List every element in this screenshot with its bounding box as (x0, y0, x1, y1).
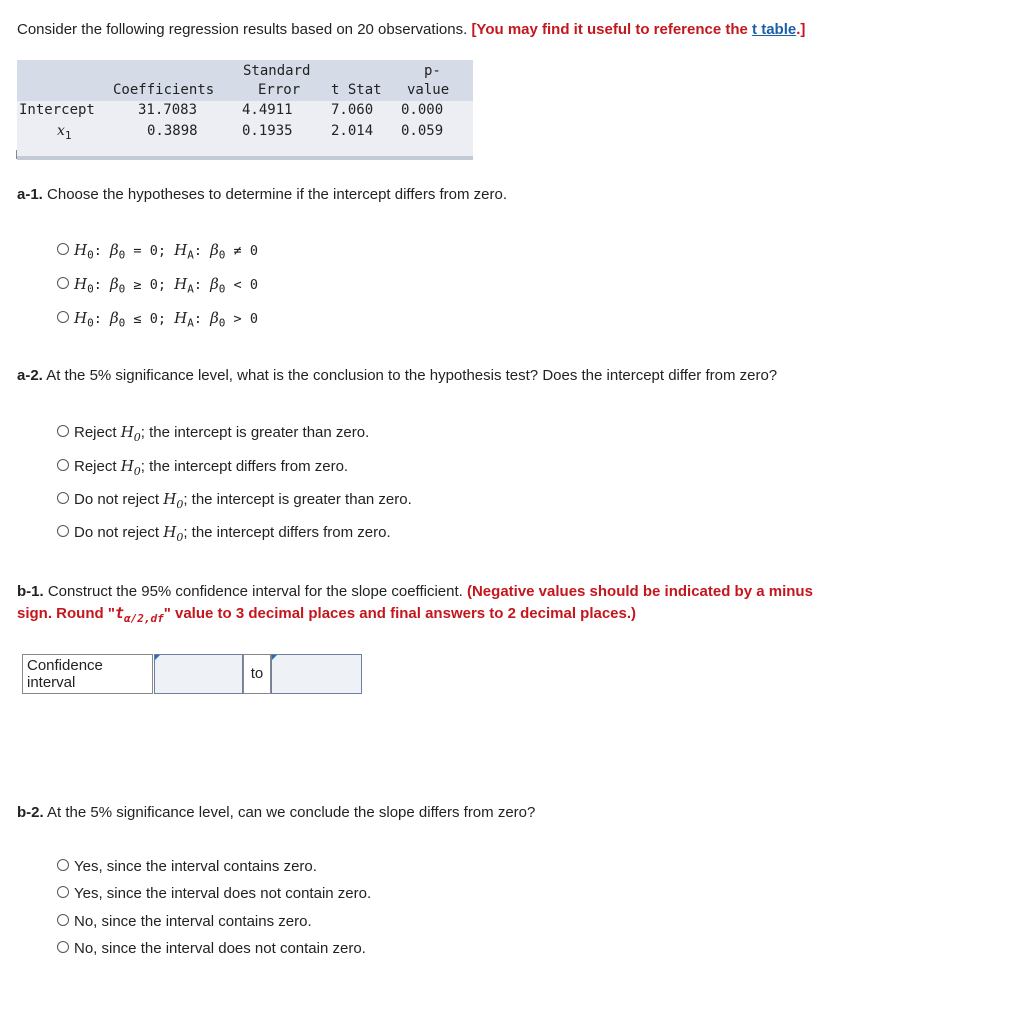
option-label: Yes, since the interval does not contain zero. (74, 885, 372, 902)
h0-value: 0 (149, 277, 158, 293)
beta-subscript: 0 (218, 282, 226, 296)
table-corner-tick (16, 150, 17, 159)
beta-subscript: 0 (118, 316, 126, 330)
option-prefix: Do not reject (74, 491, 164, 508)
beta-symbol: β (210, 275, 219, 293)
table-footer-bar (17, 156, 473, 160)
radio-button[interactable] (57, 941, 69, 953)
beta-symbol: β (109, 241, 119, 259)
radio-button[interactable] (57, 492, 69, 504)
row-x1-t: 2.014 (331, 123, 374, 139)
option-suffix: ; the intercept differs from zero. (183, 524, 391, 541)
option-prefix: Reject (74, 458, 121, 475)
ha-value: 0 (249, 277, 258, 293)
radio-button[interactable] (57, 311, 69, 323)
ci-upper-marker-icon (272, 655, 277, 660)
b1-rounding-note-line2: sign. Round "$t_{\alpha/2,df}$" value to 3 decimal places and final answers to 2 decimal places.) (17, 604, 637, 625)
b1-rounding-note-line1: (Negative values should be indicated by a minus (466, 583, 813, 600)
ha-operator: ≠ (233, 243, 242, 259)
a1-option[interactable]: $H_0$: $\beta_0 \ge 0$; $H_A$: $\beta_0 < 0$ (57, 275, 258, 299)
row-intercept-t: 7.060 (331, 102, 374, 118)
h0-symbol: H (74, 275, 88, 293)
h0-operator: = (133, 243, 142, 259)
option-label: No, since the interval contains zero. (74, 913, 312, 930)
ha-symbol: H (174, 309, 188, 327)
b2-option[interactable] (57, 885, 371, 903)
h0-operator: ≤ (133, 311, 142, 327)
beta-subscript: 0 (118, 248, 126, 262)
option-label: No, since the interval does not contain zero. (74, 940, 366, 957)
beta-subscript: 0 (218, 248, 226, 262)
h0-subscript: 0 (133, 465, 141, 478)
question-b1: b-1. Construct the 95% confidence interval for the slope coefficient. (Negative values should be indicated by a minus (17, 583, 813, 600)
reference-note: [You may find it useful to reference the t table.] (471, 21, 806, 38)
row-intercept-label: Intercept (19, 102, 95, 118)
header-p: p- (424, 63, 441, 79)
h0-value: 0 (149, 243, 158, 259)
a2-option[interactable] (57, 423, 369, 447)
a2-option[interactable] (57, 457, 348, 481)
intro-text: Consider the following regression results based on 20 observations. [You may find it useful to reference the t table.] (17, 21, 806, 38)
ha-symbol: H (174, 241, 188, 259)
h0-subscript: 0 (176, 498, 184, 511)
h0-value: 0 (149, 311, 158, 327)
header-coefficients: Coefficients (113, 82, 215, 98)
h0-subscript: 0 (87, 316, 94, 330)
beta-symbol: β (109, 275, 119, 293)
option-suffix: ; the intercept is greater than zero. (183, 491, 412, 508)
confidence-interval-label: Confidence interval (22, 654, 153, 694)
option-suffix: ; the intercept is greater than zero. (140, 424, 370, 441)
question-b2: b-2. At the 5% significance level, can we conclude the slope differs from zero? (17, 804, 536, 821)
a1-option[interactable]: $H_0$: $\beta_0 \le 0$; $H_A$: $\beta_0 > 0$ (57, 309, 258, 333)
regression-table (17, 60, 473, 160)
question-a2: a-2. At the 5% significance level, what is the conclusion to the hypothesis test? Does the intercept differ from zero? (17, 367, 778, 384)
header-t-stat: t Stat (331, 82, 382, 98)
h0-subscript: 0 (87, 282, 94, 296)
ci-lower-input[interactable] (154, 654, 243, 694)
beta-subscript: 0 (218, 316, 226, 330)
row-intercept-coef: 31.7083 (138, 102, 198, 118)
radio-button[interactable] (57, 243, 69, 255)
radio-button[interactable] (57, 859, 69, 871)
row-intercept-se: 4.4911 (242, 102, 293, 118)
header-value: value (407, 82, 450, 98)
option-prefix: Do not reject (74, 524, 164, 541)
h0-symbol: H (163, 523, 177, 541)
a2-option[interactable] (57, 490, 412, 514)
ha-operator: > (233, 311, 242, 327)
beta-symbol: β (210, 309, 219, 327)
h0-operator: ≥ (133, 277, 142, 293)
option-prefix: Reject (74, 424, 121, 441)
h0-subscript: 0 (176, 531, 184, 544)
radio-button[interactable] (57, 914, 69, 926)
h0-symbol: H (120, 423, 134, 441)
row-x1-coef: 0.3898 (147, 123, 198, 139)
a2-option[interactable] (57, 523, 391, 547)
ci-upper-input[interactable] (271, 654, 362, 694)
ha-subscript: A (187, 316, 194, 330)
ha-operator: < (233, 277, 242, 293)
ci-lower-marker-icon (155, 655, 160, 660)
ha-value: 0 (249, 243, 258, 259)
beta-symbol: β (210, 241, 219, 259)
beta-subscript: 0 (118, 282, 126, 296)
a1-option[interactable]: $H_0$: $\beta_0 = 0$; $H_A$: $\beta_0 \ne 0$ (57, 241, 258, 265)
h0-symbol: H (74, 241, 88, 259)
b2-option[interactable] (57, 913, 312, 931)
ha-subscript: A (187, 248, 194, 262)
h0-symbol: H (163, 490, 177, 508)
option-suffix: ; the intercept differs from zero. (140, 458, 349, 475)
row-intercept-p: 0.000 (401, 102, 444, 118)
radio-button[interactable] (57, 459, 69, 471)
h0-symbol: H (74, 309, 88, 327)
row-x1-p: 0.059 (401, 123, 444, 139)
ci-to-label: to (243, 654, 271, 694)
row-x1-label: $x_1$ (57, 123, 72, 142)
beta-symbol: β (109, 309, 119, 327)
radio-button[interactable] (57, 525, 69, 537)
radio-button[interactable] (57, 886, 69, 898)
h0-subscript: 0 (133, 431, 141, 444)
header-error: Error (258, 82, 301, 98)
radio-button[interactable] (57, 425, 69, 437)
radio-button[interactable] (57, 277, 69, 289)
ha-symbol: H (174, 275, 188, 293)
option-label: Yes, since the interval contains zero. (74, 858, 317, 875)
h0-subscript: 0 (87, 248, 94, 262)
ha-subscript: A (187, 282, 194, 296)
header-standard: Standard (243, 63, 311, 79)
ha-value: 0 (249, 311, 258, 327)
row-x1-se: 0.1935 (242, 123, 293, 139)
question-a1: a-1. Choose the hypotheses to determine if the intercept differs from zero. (17, 186, 507, 203)
t-table-link[interactable]: t table (752, 21, 797, 38)
h0-symbol: H (120, 457, 134, 475)
b2-option[interactable] (57, 940, 366, 958)
b2-option[interactable] (57, 858, 317, 876)
